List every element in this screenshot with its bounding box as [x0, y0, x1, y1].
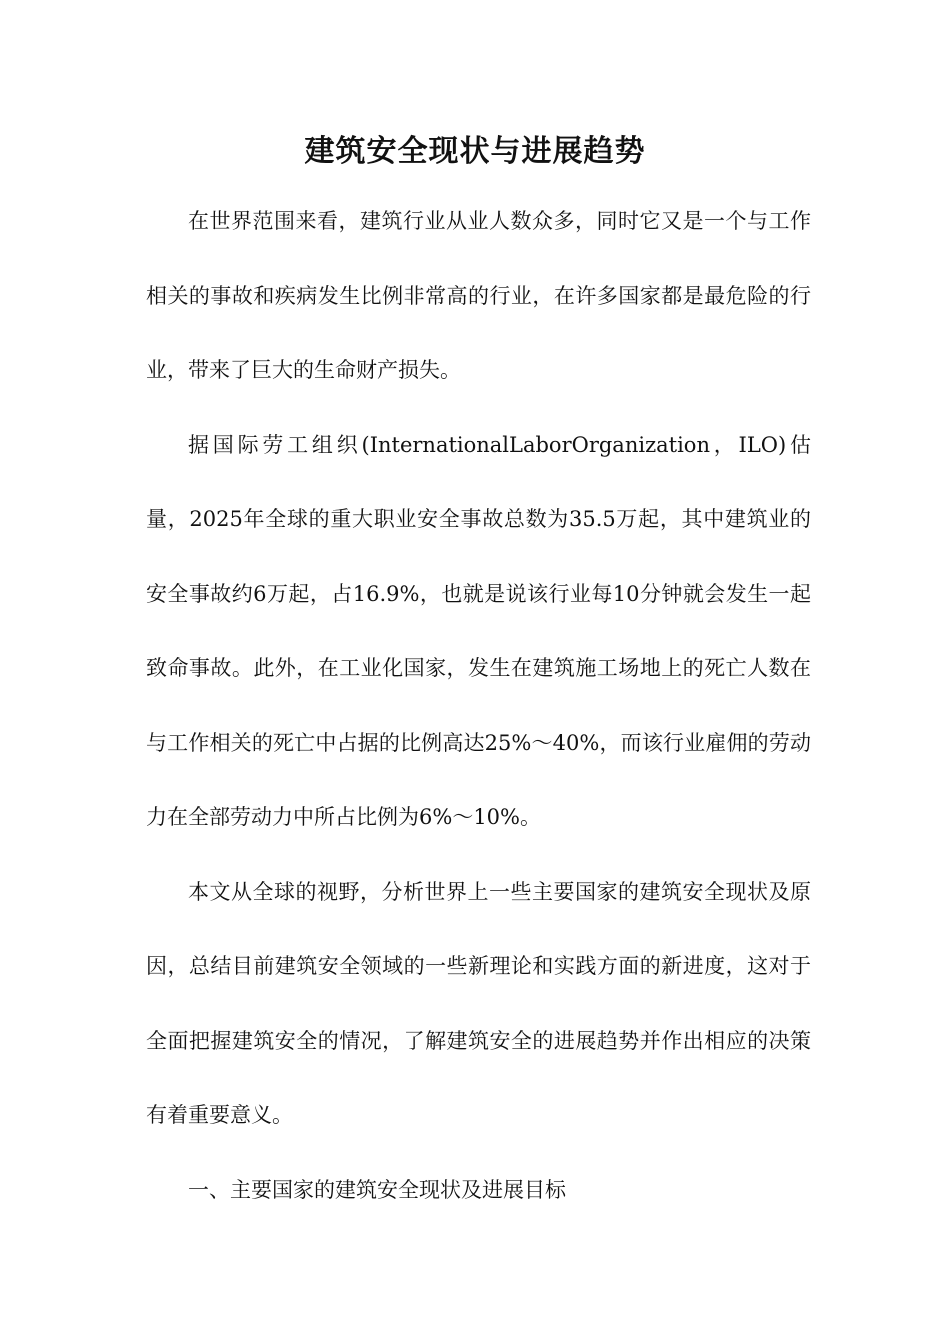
document-title: 建筑安全现状与进展趋势: [304, 134, 646, 169]
paragraph-scope: 本文从全球的视野，分析世界上一些主要国家的建筑安全现状及原因，总结目前建筑安全领域的一些新理论和实践方面的新进度，这对于全面把握建筑安全的情况，了解建筑安全的进展趋势并作出相应的决策有着重要意义。: [146, 879, 811, 1127]
section-heading: 一、主要国家的建筑安全现状及进展目标: [188, 1177, 566, 1202]
paragraph-ilo-statistics: 据国际劳工组织(InternationalLaborOrganization，ILO)估量，2025年全球的重大职业安全事故总数为35.5万起，其中建筑业的安全事故约6万起，占16.9%，也就是说该行业每10分钟就会发生一起致命事故。此外，在工业化国家，发生在建筑施工场地上的死亡人数在与工作相关的死亡中占据的比例高达25%～40%，而该行业雇佣的劳动力在全部劳动力中所占比例为6%～10%。: [146, 432, 811, 829]
document-body: [146, 184, 811, 1227]
paragraph-intro: 在世界范围来看，建筑行业从业人数众多，同时它又是一个与工作相关的事故和疾病发生比例非常高的行业，在许多国家都是最危险的行业，带来了巨大的生命财产损失。: [146, 209, 811, 382]
